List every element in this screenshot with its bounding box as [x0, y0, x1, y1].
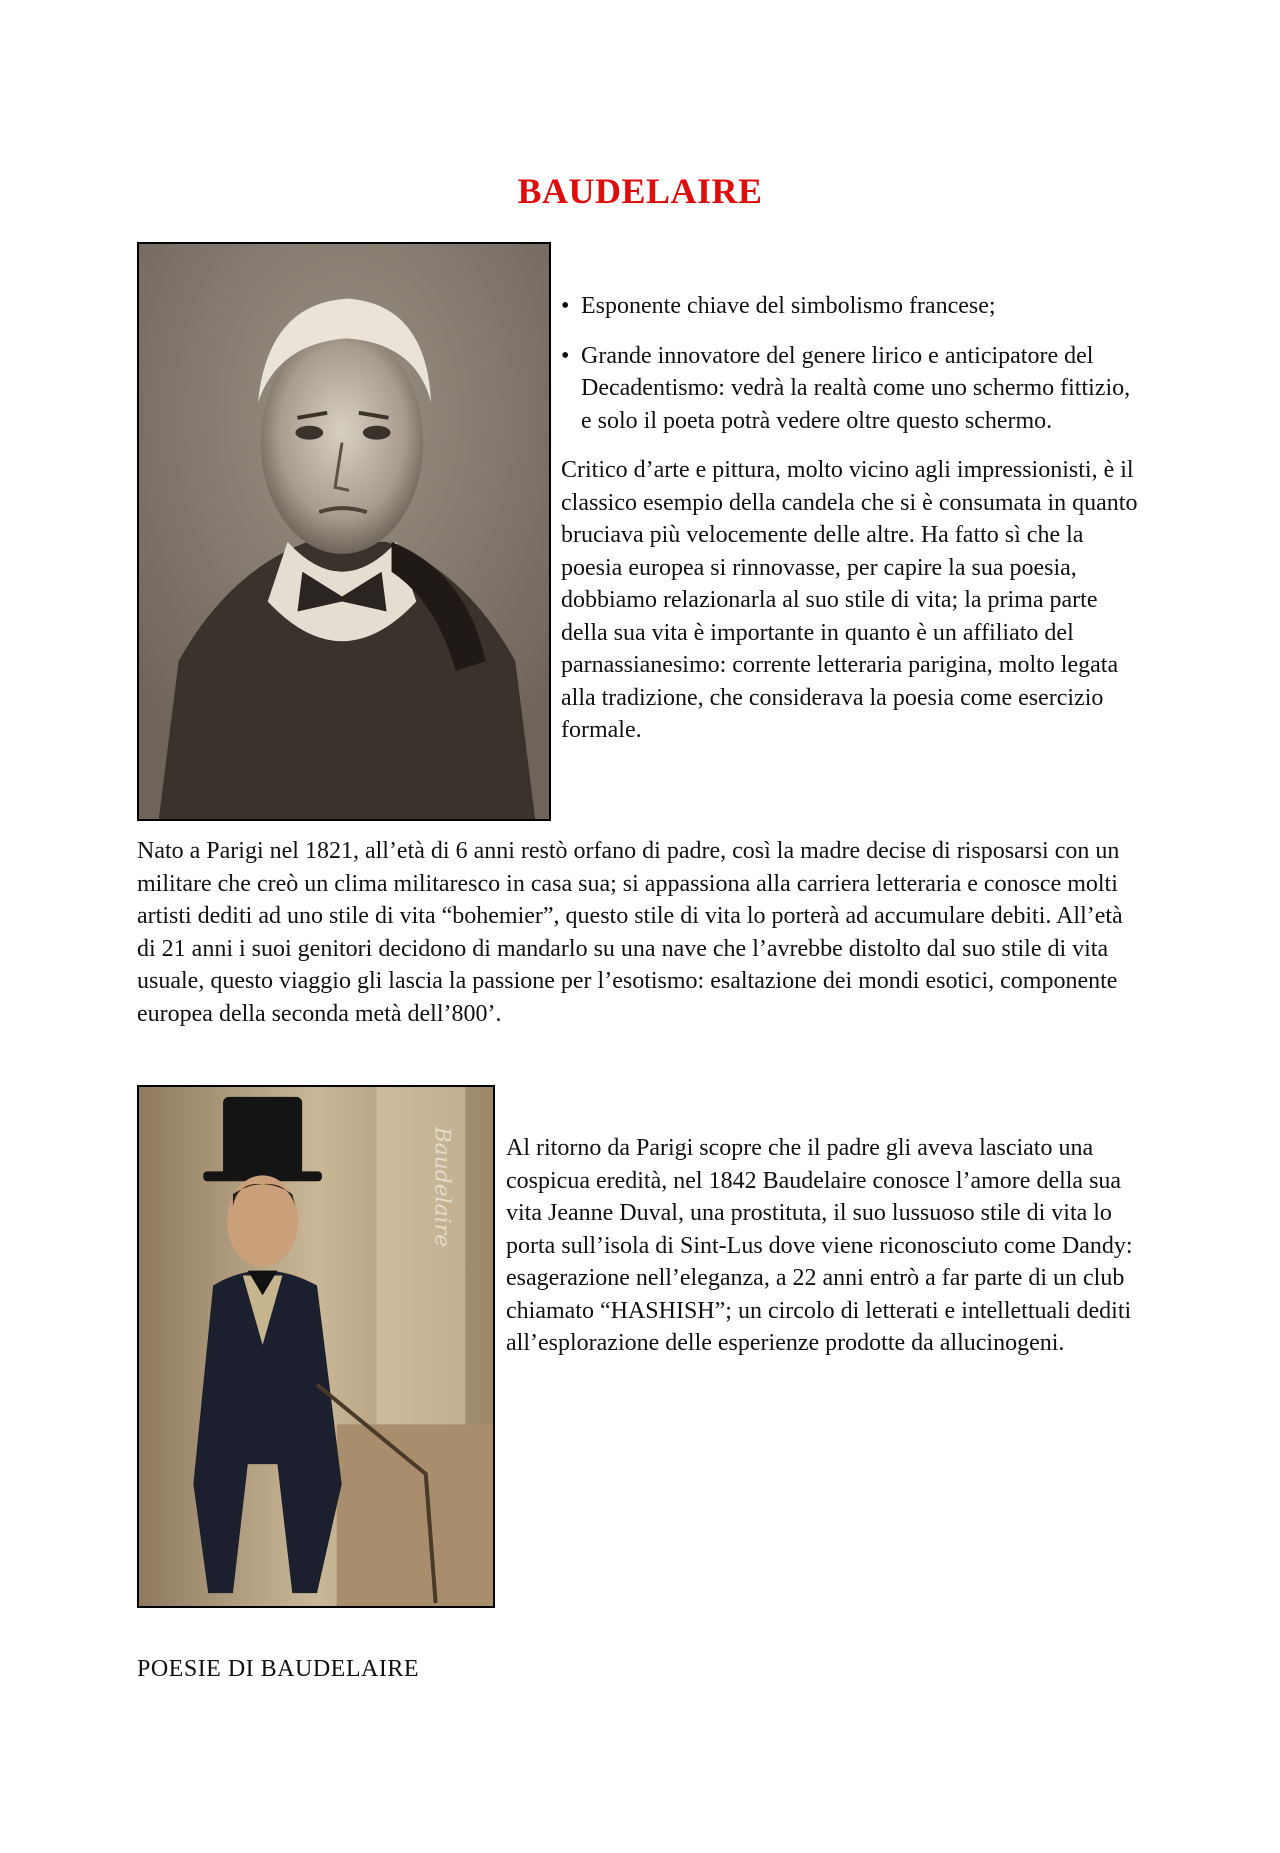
intro-column	[561, 290, 1146, 747]
paragraph-born: Nato a Parigi nel 1821, all’età di 6 anni restò orfano di padre, così la madre decise di risposarsi con un militare che creò un clima militaresco in casa sua; si appassiona alla carriera letteraria e conosce molti artisti dediti ad uno stile di vita “bohemier”, questo stile di vita lo porterà ad accumulare debiti. All’età di 21 anni i suoi genitori decidono di mandarlo su una nave che l’avrebbe distolto dal suo stile di vita usuale, questo viaggio gli lascia la passione per l’esotismo: esaltazione dei mondi esotici, componente europea della seconda metà dell’800’.	[137, 838, 1123, 1027]
bullet-text: Grande innovatore del genere lirico e anticipatore del Decadentismo: vedrà la realtà come uno schermo fittizio, e solo il poeta potrà vedere oltre questo schermo.	[581, 342, 1131, 434]
page-title: BAUDELAIRE	[517, 171, 763, 211]
bullet-marker: •	[561, 293, 570, 319]
bullet-marker: •	[561, 342, 570, 369]
portrait-photo	[137, 242, 551, 821]
paragraph-return: Al ritorno da Parigi scopre che il padre gli aveva lasciato una cospicua eredità, nel 1842 Baudelaire conosce l’amore della sua vita Jeanne Duval, una prostituta, il suo lussuoso stile di vita lo porta sull’isola di Sint-Lus dove viene riconosciuto come Dandy: esagerazione nell’eleganza, a 22 anni entrò a far parte di un club chiamato “HASHISH”; un circolo di letterati e intellettuali dediti all’esplorazione delle esperienze prodotte da allucinogeni.	[506, 1135, 1133, 1356]
paragraph-critic: Critico d’arte e pittura, molto vicino agli impressionisti, è il classico esempio della candela che si è consumata in quanto bruciava più velocemente delle altre. Ha fatto sì che la poesia europea si rinnovasse, per capire la sua poesia, dobbiamo relazionarla al suo stile di vita; la prima parte della sua vita è importante in quanto è un affiliato del parnassianesimo: corrente letteraria parigina, molto legata alla tradizione, che considerava la poesia come esercizio formale.	[561, 457, 1138, 743]
bullet-item	[561, 340, 1146, 438]
portrait-photo-icon	[139, 244, 549, 819]
dandy-painting-icon	[139, 1087, 493, 1606]
svg-text:Baudelaire: Baudelaire	[429, 1126, 455, 1247]
dandy-painting	[137, 1085, 495, 1608]
bullet-item	[561, 290, 1146, 323]
bullet-text: Esponente chiave del simbolismo francese;	[581, 293, 996, 319]
section-footer-heading: POESIE DI BAUDELAIRE	[137, 1656, 419, 1682]
